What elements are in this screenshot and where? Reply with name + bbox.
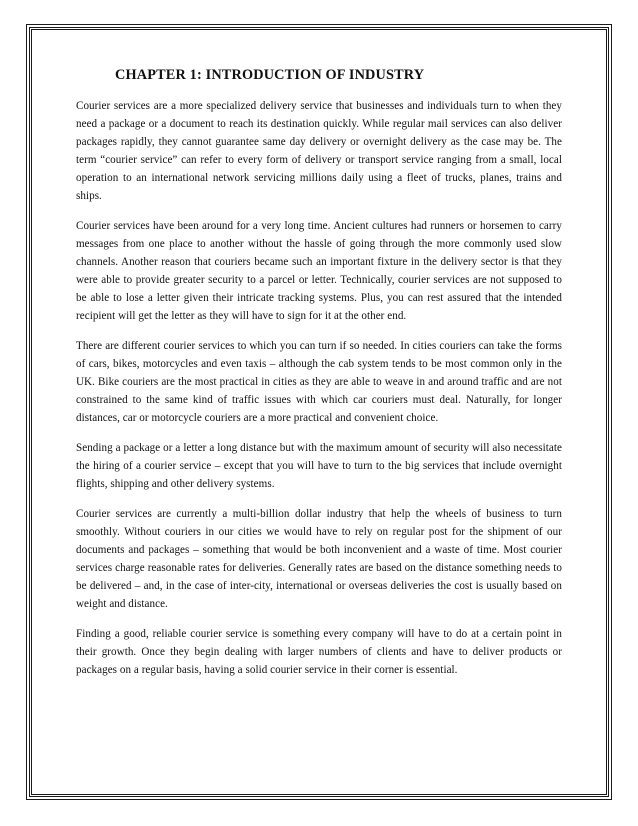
document-body: [76, 66, 562, 691]
paragraph-1: Courier services are a more specialized delivery service that businesses and individuals turn to when they need a package or a document to reach its destination quickly. While regular mail services can also deliver packages rapidly, they cannot guarantee same day delivery or overnight delivery as the case may be. The term “courier service” can refer to every form of delivery or transport service ranging from a small, local operation to an international network servicing millions daily using a fleet of trucks, planes, trains and ships.: [76, 100, 562, 202]
paragraph-3: There are different courier services to which you can turn if so needed. In cities couriers can take the forms of cars, bikes, motorcycles and even taxis – although the cab system tends to be most common only in the UK. Bike couriers are the most practical in cities as they are able to weave in and around traffic and are not constrained to the same kind of traffic issues with which car couriers must deal. Naturally, for longer distances, car or motorcycle couriers are a more practical and convenient choice.: [76, 340, 562, 424]
paragraph-5: Courier services are currently a multi-billion dollar industry that help the wheels of business to turn smoothly. Without couriers in our cities we would have to rely on regular post for the shipment of our documents and packages – something that would be both inconvenient and a waste of time. Most courier services charge reasonable rates for deliveries. Generally rates are based on the distance something needs to be delivered – and, in the case of inter-city, international or overseas deliveries the cost is usually based on weight and distance.: [76, 508, 562, 610]
paragraph-2: Courier services have been around for a very long time. Ancient cultures had runners or horsemen to carry messages from one place to another without the hassle of going through the more commonly used slow channels. Another reason that couriers became such an important fixture in the delivery sector is that they were able to provide greater security to a parcel or letter. Technically, courier services are not supposed to be able to lose a letter given their intricate tracking systems. Plus, you can rest assured that the intended recipient will get the letter as they will have to sign for it at the other end.: [76, 220, 562, 322]
chapter-title: CHAPTER 1: INTRODUCTION OF INDUSTRY: [115, 67, 425, 83]
paragraph-6: Finding a good, reliable courier service is something every company will have to do at a certain point in their growth. Once they begin dealing with larger numbers of clients and have to deliver products or packages on a regular basis, having a solid courier service in their corner is essential.: [76, 628, 562, 676]
paragraph-4: Sending a package or a letter a long distance but with the maximum amount of security will also necessitate the hiring of a courier service – except that you will have to turn to the big services that include overnight flights, shipping and other delivery systems.: [76, 442, 562, 490]
